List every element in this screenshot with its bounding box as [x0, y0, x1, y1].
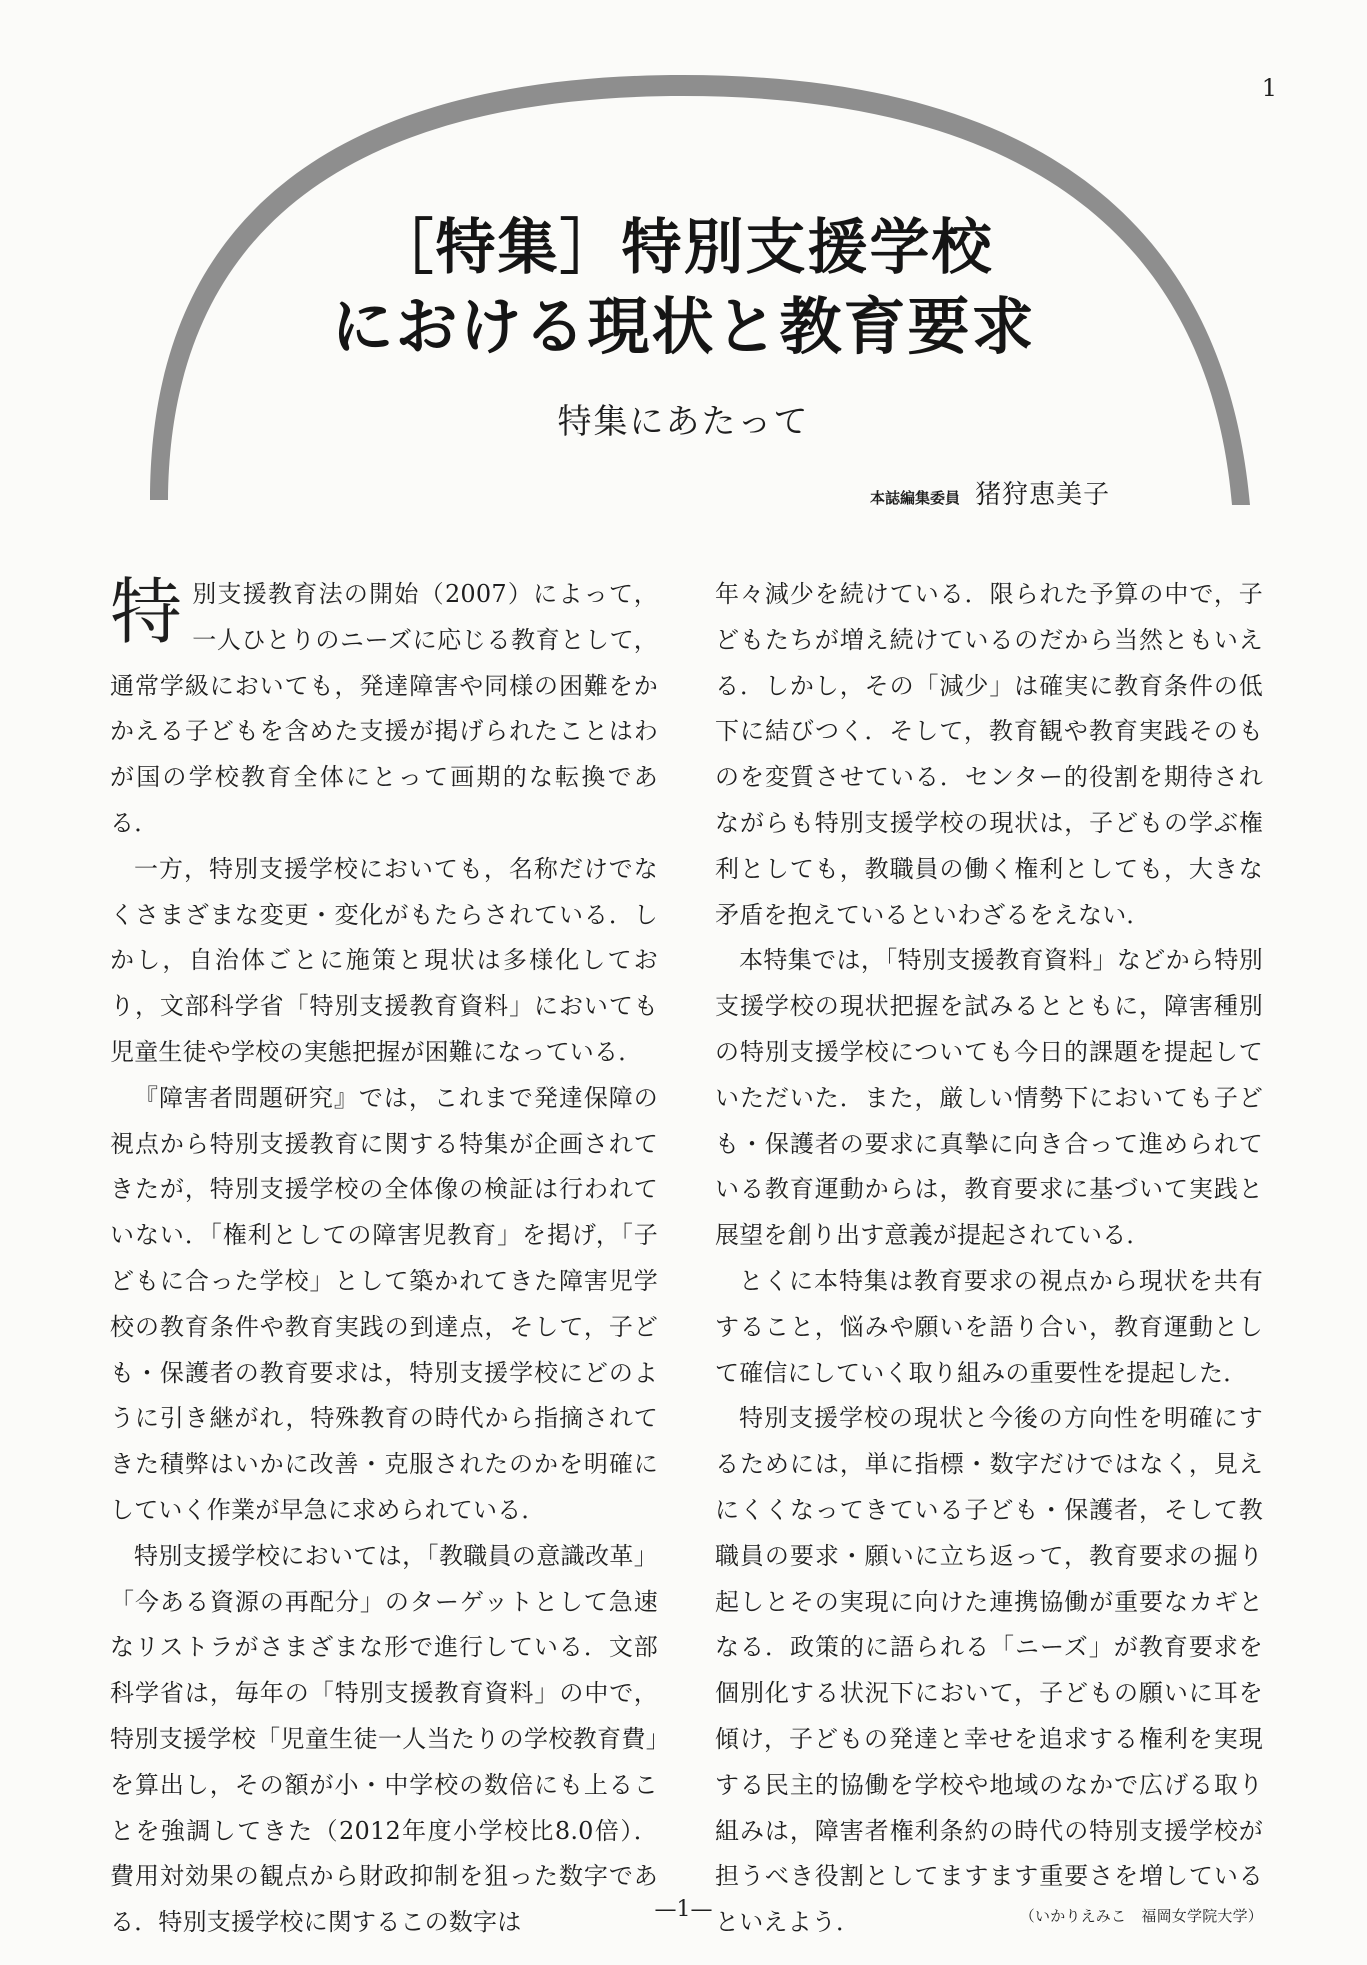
author-role: 本誌編集委員 [870, 489, 961, 507]
right-column [715, 572, 1263, 1937]
subtitle: 特集にあたって [557, 402, 810, 442]
page-number: 1 [1261, 74, 1277, 102]
paragraph: 一方，特別支援学校においても，名称だけでなくさまざまな変更・変化がもたらされている．しかし，自治体ごとに施策と現状は多様化しており，文部科学省「特別支援教育資料」においても児童生徒や学校の実態把握が困難になっている． [110, 854, 658, 1066]
title-line-1: ［特集］特別支援学校 [373, 213, 994, 283]
paragraph: 本特集では，「特別支援教育資料」などから特別支援学校の現状把握を試みるとともに，障害種別の特別支援学校についても今日的課題を提起していただいた．また，厳しい情勢下においても子ども・保護者の要求に真摯に向き合って進められている教育運動からは，教育要求に基づいて実践と展望を創り出す意義が提起されている． [715, 946, 1263, 1250]
title-line-2: における現状と教育要求 [331, 290, 1036, 363]
author-affiliation: （いかりえみこ 福岡女学院大学） [1019, 1906, 1263, 1925]
author-name: 猪狩恵美子 [975, 480, 1111, 510]
paragraph: 年々減少を続けている．限られた予算の中で，子どもたちが増え続けているのだから当然ともいえる．しかし，その「減少」は確実に教育条件の低下に結びつく．そして，教育観や教育実践そのものを変質させている．センター的役割を期待されながらも特別支援学校の現状は，子どもの学ぶ権利としても，教職員の働く権利としても，大きな矛盾を抱えているといわざるをえない． [715, 580, 1263, 929]
paragraph: 特別支援学校の現状と今後の方向性を明確にするためには，単に指標・数字だけではなく，見えにくくなってきている子ども・保護者，そして教職員の要求・願いに立ち返って，教育要求の掘り起しとその実現に向けた連携協働が重要なカギとなる．政策的に語られる「ニーズ」が教育要求を個別化する状況下において，子どもの願いに耳を傾け，子どもの発達と幸せを追求する権利を実現する民主的協働を学校や地域のなかで広げる取り組みは，障害者権利条約の時代の特別支援学校が担うべき役割としてますます重要さを増しているといえよう． [715, 1404, 1263, 1937]
paragraph: とくに本特集は教育要求の視点から現状を共有すること，悩みや願いを語り合い，教育運動として確信にしていく取り組みの重要性を提起した． [715, 1266, 1263, 1387]
author-line [870, 474, 1110, 511]
footer-page-number: —1— [654, 1897, 713, 1922]
paragraph: 『障害者問題研究』では，これまで発達保障の視点から特別支援教育に関する特集が企画されてきたが，特別支援学校の全体像の検証は行われていない．「権利としての障害児教育」を掲げ，「子どもに合った学校」として築かれてきた障害児学校の教育条件や教育実践の到達点，そして，子ども・保護者の教育要求は，特別支援学校にどのように引き継がれ，特殊教育の時代から指摘されてきた積弊はいかに改善・克服されたのかを明確にしていく作業が早急に求められている． [110, 1083, 658, 1524]
paragraph-text: 別支援教育法の開始（2007）によって，一人ひとりのニーズに応じる教育として，通常学級においても，発達障害や同様の困難をかかえる子どもを含めた支援が掲げられたことはわが国の学校教育全体にとって画期的な転換である． [110, 580, 658, 837]
paragraph [110, 572, 658, 847]
left-column [110, 572, 658, 1946]
dropcap: 特 [110, 570, 183, 654]
paragraph: 特別支援学校においては，「教職員の意識改革」「今ある資源の再配分」のターゲットとして急速なリストラがさまざまな形で進行している．文部科学省は，毎年の「特別支援教育資料」の中で，特別支援学校「児童生徒一人当たりの学校教育費」を算出し，その額が小・中学校の数倍にも上ることを強調してきた（2012年度小学校比8.0倍）．費用対効果の観点から財政抑制を狙った数字である．特別支援学校に関するこの数字は [110, 1541, 658, 1937]
